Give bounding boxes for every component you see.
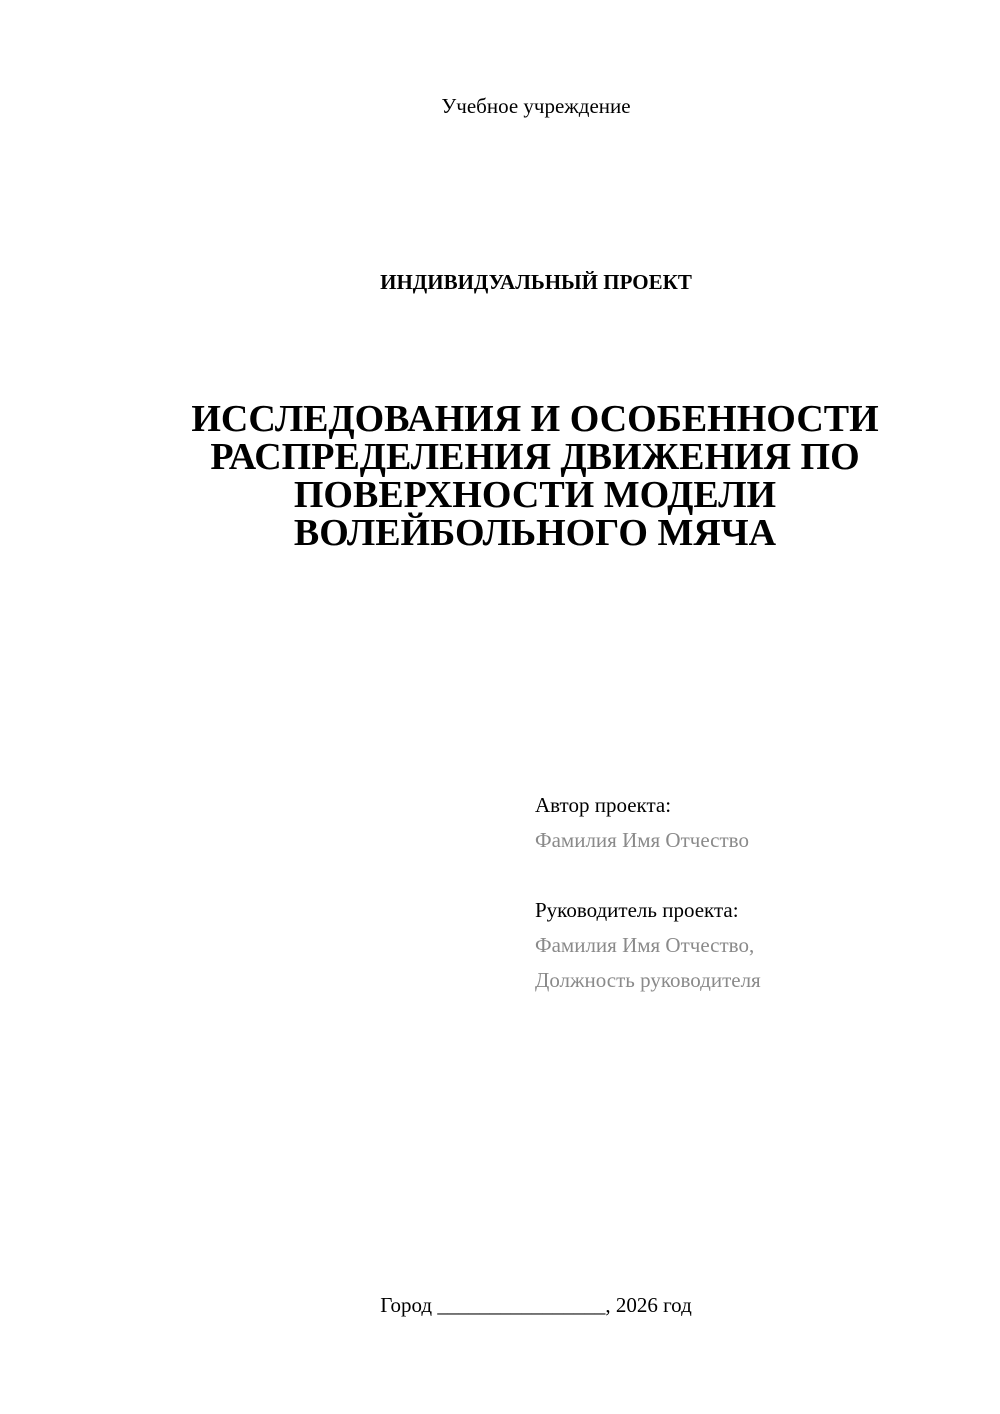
project-title-line-2: РАСПРЕДЕЛЕНИЯ ДВИЖЕНИЯ ПО xyxy=(210,436,860,478)
project-info-block xyxy=(535,788,975,998)
project-title xyxy=(150,400,920,552)
supervisor-label: Руководитель проекта: xyxy=(535,898,739,922)
supervisor-name: Фамилия Имя Отчество, xyxy=(535,933,755,957)
author-label: Автор проекта: xyxy=(535,793,672,817)
project-title-line-3: ПОВЕРХНОСТИ МОДЕЛИ xyxy=(293,474,777,516)
supervisor-position: Должность руководителя xyxy=(535,968,761,992)
author-name: Фамилия Имя Отчество xyxy=(535,828,749,852)
city-year-footer: Город ________________, 2026 год xyxy=(380,1293,692,1317)
info-spacer xyxy=(535,858,975,893)
institution-name: Учебное учреждение xyxy=(441,94,631,118)
project-type-heading: ИНДИВИДУАЛЬНЫЙ ПРОЕКТ xyxy=(380,270,692,294)
project-title-line-4: ВОЛЕЙБОЛЬНОГО МЯЧА xyxy=(293,512,777,554)
project-title-line-1: ИССЛЕДОВАНИЯ И ОСОБЕННОСТИ xyxy=(191,398,879,440)
